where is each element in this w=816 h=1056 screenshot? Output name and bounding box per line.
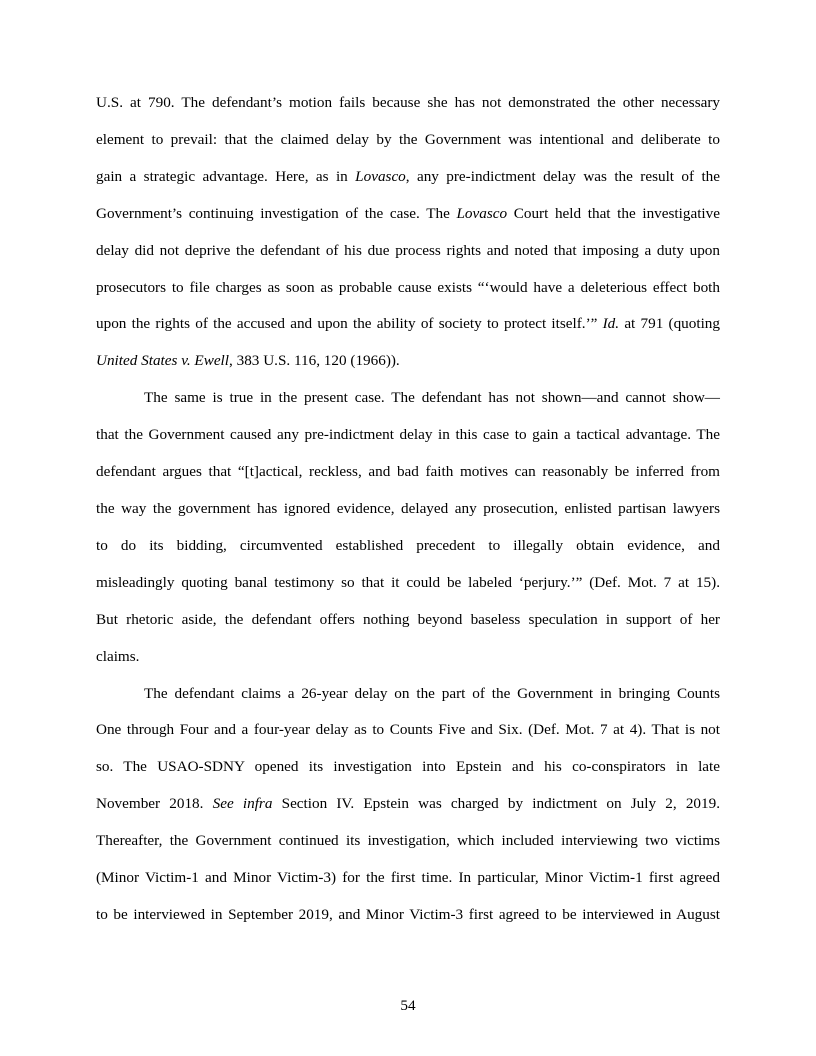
text-line: delay did not deprive the defendant of his due process rights and noted that imposing a duty upon <box>96 241 720 259</box>
case-name-italic: Lovasco <box>355 167 406 185</box>
text-segment: at 791 (quoting <box>619 315 720 333</box>
text-segment: , any pre-indictment delay was the result of the <box>405 167 720 185</box>
case-name-italic: Lovasco <box>456 204 508 222</box>
text-line: One through Four and a four-year delay as to Counts Five and Six. (Def. Mot. 7 at 4). That is not <box>96 721 720 739</box>
text-line <box>96 312 720 349</box>
case-name-italic: United States v. Ewell <box>96 352 230 370</box>
text-line <box>96 165 720 202</box>
text-line <box>96 349 720 386</box>
text-line: to do its bidding, circumvented established precedent to illegally obtain evidence, and <box>96 536 720 554</box>
text-line: prosecutors to file charges as soon as probable cause exists “‘would have a deleterious effect both <box>96 278 720 296</box>
text-line: so. The USAO-SDNY opened its investigation into Epstein and his co-conspirators in late <box>96 758 720 776</box>
text-line: element to prevail: that the claimed delay by the Government was intentional and deliberate to <box>96 130 720 148</box>
signal-italic: See infra <box>212 795 273 813</box>
text-segment: upon the rights of the accused and upon the ability of society to protect itself.’” <box>96 315 603 333</box>
text-line: claims. <box>96 647 140 665</box>
text-line: that the Government caused any pre-indictment delay in this case to gain a tactical advantage. The <box>96 426 720 444</box>
text-segment: Court held that the investigative <box>507 204 720 222</box>
page-number: 54 <box>400 997 416 1014</box>
text-line: to be interviewed in September 2019, and Minor Victim-3 first agreed to be interviewed in August <box>96 905 720 923</box>
text-line: (Minor Victim-1 and Minor Victim-3) for the first time. In particular, Minor Victim-1 first agreed <box>96 869 720 887</box>
text-segment: , 383 U.S. 116, 120 (1966)). <box>229 352 400 370</box>
text-line: But rhetoric aside, the defendant offers nothing beyond baseless speculation in support of her <box>96 610 720 628</box>
text-segment: gain a strategic advantage. Here, as in <box>96 167 356 185</box>
text-line: The same is true in the present case. The defendant has not shown—and cannot show— <box>144 389 720 407</box>
text-segment: Government’s continuing investigation of the case. The <box>96 204 457 222</box>
text-line <box>96 202 720 239</box>
text-line <box>96 792 720 829</box>
body-text <box>96 91 720 940</box>
text-line: defendant argues that “[t]actical, reckless, and bad faith motives can reasonably be inferred from <box>96 463 720 481</box>
text-line: The defendant claims a 26-year delay on the part of the Government in bringing Counts <box>144 684 720 702</box>
citation-italic: Id. <box>602 315 620 333</box>
text-line: Thereafter, the Government continued its investigation, which included interviewing two victims <box>96 832 720 850</box>
text-line: U.S. at 790. The defendant’s motion fails because she has not demonstrated the other necessary <box>96 94 720 111</box>
text-segment: November 2018. <box>96 795 213 813</box>
text-line: misleadingly quoting banal testimony so that it could be labeled ‘perjury.’” (Def. Mot. 7 at 15). <box>96 573 720 591</box>
text-line: the way the government has ignored evidence, delayed any prosecution, enlisted partisan lawyers <box>96 499 720 517</box>
text-segment: Section IV. Epstein was charged by indictment on July 2, 2019. <box>272 795 720 813</box>
